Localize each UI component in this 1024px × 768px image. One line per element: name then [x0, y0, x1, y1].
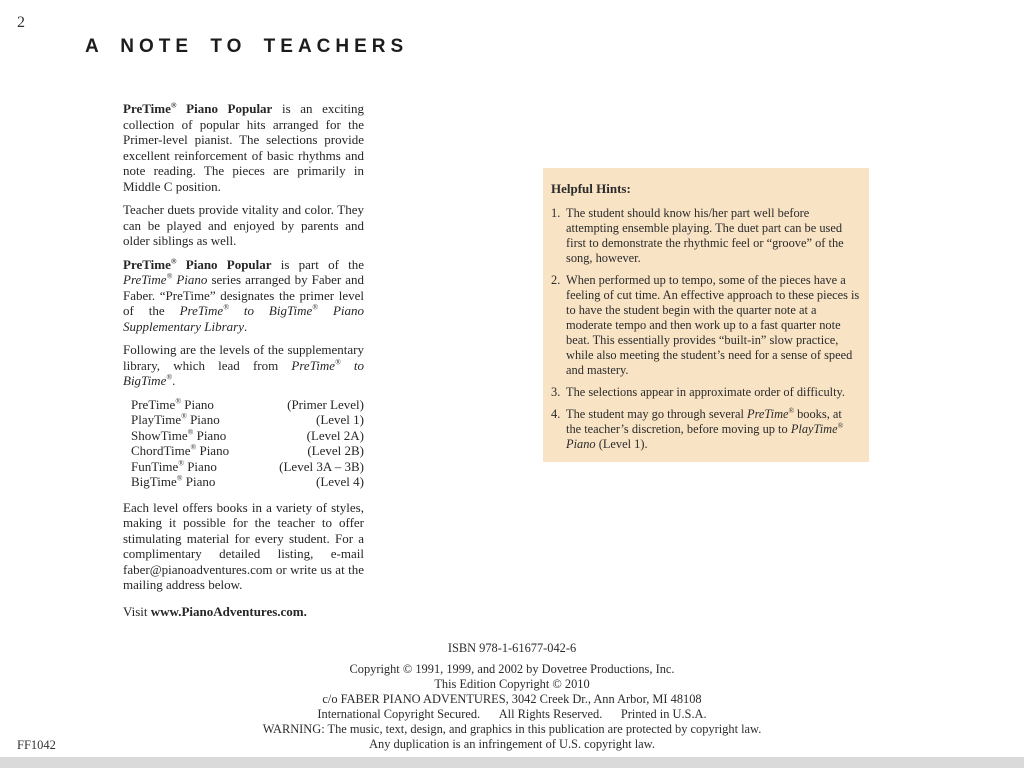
hint-text: The student may go through several PreTime® books, at the teacher’s discretion, before moving up to PlayTime® Piano (Level 1). — [566, 406, 844, 451]
level-name: ShowTime® Piano — [131, 427, 227, 443]
level-name: BigTime® Piano — [131, 473, 216, 489]
hint-text: The student should know his/her part well before attempting ensemble playing. The duet part can be used first to demonstrate the rhythmic feel or “groove” of the song, however. — [566, 206, 844, 265]
copyright-line: Copyright © 1991, 1999, and 2002 by Dovetree Productions, Inc. — [349, 662, 675, 676]
level-row-pretime — [131, 397, 364, 413]
copyright-block — [0, 641, 1024, 752]
paragraph-series-info: PreTime® Piano Popular is part of the PreTime® Piano series arranged by Faber and Faber. “PreTime” designates the primer level of the PreTime® to BigTime® Piano Supplementary Library. — [123, 256, 364, 334]
page-title: A NOTE TO TEACHERS — [85, 36, 409, 57]
level-name: FunTime® Piano — [131, 458, 217, 474]
hint-number: 1. — [551, 206, 561, 220]
level-name: PreTime® Piano — [131, 396, 214, 412]
level-row-bigtime — [131, 474, 364, 490]
level-row-chordtime — [131, 443, 364, 459]
paragraph-teacher-duets: Teacher duets provide vitality and color. They can be played and enjoyed by parents and older siblings as well. — [123, 202, 364, 248]
paragraph-pretime-intro: PreTime® Piano Popular is an exciting collection of popular hits arranged for the Primer-level pianist. The selections provide excellent reinforcement of basic rhythms and note reading. The pieces are primarily in Middle C position. — [123, 100, 364, 194]
hint-item-3 — [551, 385, 860, 400]
page-number: 2 — [17, 14, 25, 31]
rights-reserved-line: International Copyright Secured. All Rights Reserved. Printed in U.S.A. — [317, 707, 707, 721]
intro-text-column — [123, 101, 364, 627]
hint-item-4 — [551, 407, 860, 452]
hint-item-1 — [551, 206, 860, 266]
paragraph-levels-intro: Following are the levels of the supplementary library, which lead from PreTime® to BigTime®. — [123, 342, 364, 388]
isbn-line: ISBN 978-1-61677-042-6 — [447, 641, 577, 655]
duplication-line: Any duplication is an infringement of U.S. copyright law. — [369, 737, 655, 751]
level-row-showtime — [131, 428, 364, 444]
edition-copyright-line: This Edition Copyright © 2010 — [434, 677, 590, 691]
helpful-hints-title: Helpful Hints: — [551, 181, 631, 196]
paragraph-each-level: Each level offers books in a variety of styles, making it possible for the teacher to offer stimulating material for every student. For a complimentary detailed listing, e-mail faber@pianoadventures.com or write us at the mailing address below. — [123, 499, 364, 592]
hint-text: The selections appear in approximate order of difficulty. — [566, 385, 846, 399]
level-row-playtime — [131, 412, 364, 428]
level-value: (Level 4) — [315, 474, 364, 489]
paragraph-visit-website: Visit www.PianoAdventures.com. — [123, 603, 307, 619]
helpful-hints-box — [543, 168, 869, 462]
page-bottom-edge — [0, 757, 1024, 768]
level-row-funtime — [131, 459, 364, 475]
level-name: PlayTime® Piano — [131, 411, 220, 427]
level-value: (Primer Level) — [287, 396, 364, 412]
hint-text: When performed up to tempo, some of the pieces have a feeling of cut time. An effective approach to these pieces is to have the student begin with the quarter note at a moderate tempo and then work up to a fast quarter note beat. This essentially provides “built-in” slow practice, while also meeting the student’s need for a sense of speed and mastery. — [566, 273, 860, 377]
supplementary-library-levels-list — [123, 397, 364, 490]
hint-item-2 — [551, 273, 860, 378]
hint-number: 3. — [551, 385, 561, 399]
level-value: (Level 2B) — [307, 443, 364, 458]
level-value: (Level 3A – 3B) — [279, 458, 364, 474]
hint-number: 2. — [551, 273, 561, 287]
level-value: (Level 2A) — [306, 427, 364, 443]
level-name: ChordTime® Piano — [131, 442, 230, 458]
plate-number: FF1042 — [17, 738, 56, 752]
level-value: (Level 1) — [315, 412, 364, 427]
publisher-address-line: c/o FABER PIANO ADVENTURES, 3042 Creek Dr., Ann Arbor, MI 48108 — [322, 692, 702, 706]
hint-number: 4. — [551, 407, 561, 421]
warning-line: WARNING: The music, text, design, and graphics in this publication are protected by copyright law. — [262, 722, 762, 736]
